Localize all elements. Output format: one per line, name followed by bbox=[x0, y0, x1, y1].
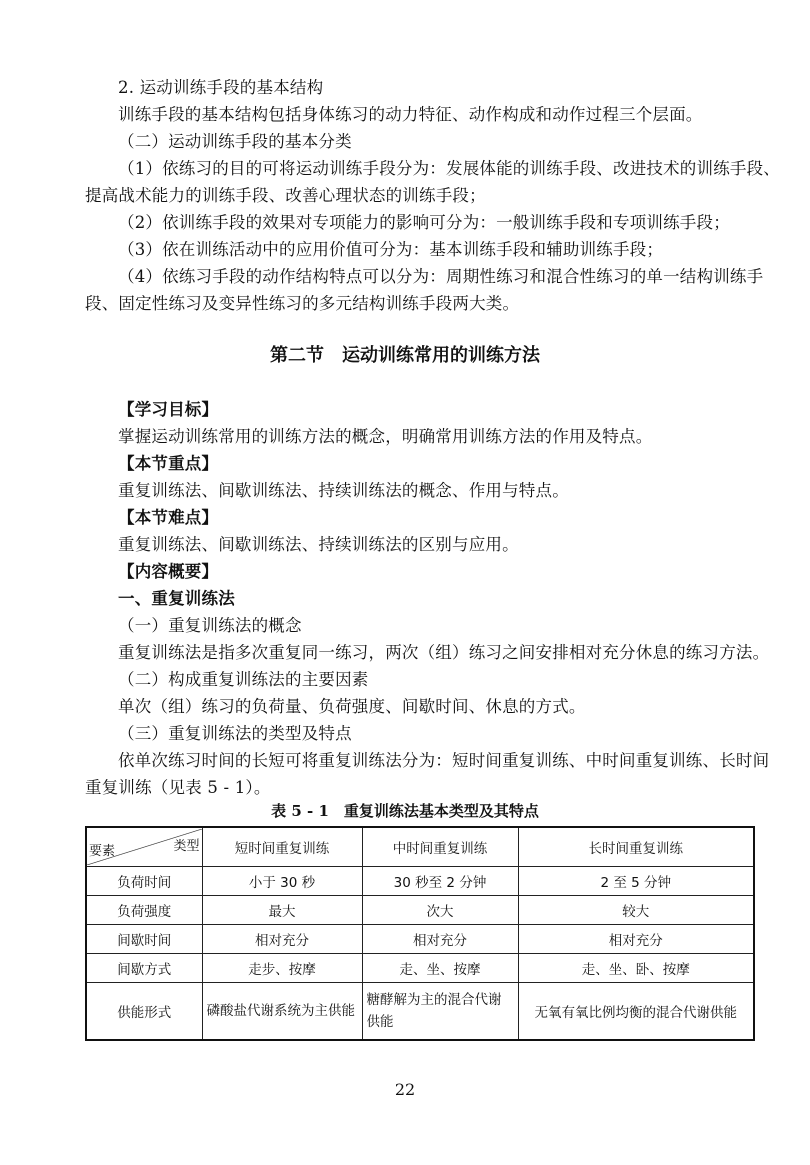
paragraph-line: （4）依练习手段的动作结构特点可以分为：周期性练习和混合性练习的单一结构训练手 bbox=[118, 267, 764, 286]
table-row bbox=[86, 867, 754, 896]
factors-text: 单次（组）练习的负荷量、负荷强度、间歇时间、休息的方式。 bbox=[118, 697, 586, 716]
table-cell: 相对充分 bbox=[362, 925, 518, 954]
key-points-text: 重复训练法、间歇训练法、持续训练法的概念、作用与特点。 bbox=[118, 481, 569, 500]
section-heading-repeat-training: 一、重复训练法 bbox=[118, 589, 235, 608]
table-row bbox=[86, 954, 754, 983]
types-text-cont: 重复训练（见表 5 - 1）。 bbox=[85, 778, 271, 797]
table-cell: 糖酵解为主的混合代谢供能 bbox=[362, 983, 518, 1041]
corner-label-elements: 要素 bbox=[89, 844, 116, 859]
summary-heading: 【内容概要】 bbox=[118, 562, 219, 581]
table-caption: 表 5 - 1 重复训练法基本类型及其特点 bbox=[271, 802, 539, 820]
table-header-row bbox=[86, 827, 754, 867]
key-points-heading: 【本节重点】 bbox=[118, 454, 219, 473]
table-cell: 较大 bbox=[518, 896, 754, 925]
paragraph-line: 提高战术能力的训练手段、改善心理状态的训练手段； bbox=[85, 186, 486, 205]
row-label: 供能形式 bbox=[86, 983, 202, 1041]
row-label: 负荷强度 bbox=[86, 896, 202, 925]
types-text: 依单次练习时间的长短可将重复训练法分为：短时间重复训练、中时间重复训练、长时间 bbox=[118, 751, 770, 770]
paragraph-line: 段、固定性练习及变异性练习的多元结构训练手段两大类。 bbox=[85, 294, 520, 313]
row-label: 间歇时间 bbox=[86, 925, 202, 954]
training-types-table bbox=[85, 826, 755, 1041]
table-cell: 30 秒至 2 分钟 bbox=[362, 867, 518, 896]
table-cell: 走步、按摩 bbox=[202, 954, 362, 983]
paragraph-line: （1）依练习的目的可将运动训练手段分为：发展体能的训练手段、改进技术的训练手段、 bbox=[118, 159, 780, 178]
difficulties-text: 重复训练法、间歇训练法、持续训练法的区别与应用。 bbox=[118, 535, 519, 554]
paragraph-line: 训练手段的基本结构包括身体练习的动力特征、动作构成和动作过程三个层面。 bbox=[118, 105, 703, 124]
table-cell: 次大 bbox=[362, 896, 518, 925]
header-medium: 中时间重复训练 bbox=[362, 827, 518, 867]
table-cell: 走、坐、按摩 bbox=[362, 954, 518, 983]
section-title: 第二节 运动训练常用的训练方法 bbox=[270, 345, 540, 366]
corner-label-types: 类型 bbox=[173, 839, 200, 854]
table-row bbox=[86, 983, 754, 1041]
subheading-structure: 2. 运动训练手段的基本结构 bbox=[118, 78, 324, 97]
subheading-classification: （二）运动训练手段的基本分类 bbox=[118, 132, 352, 151]
learning-goal-text: 掌握运动训练常用的训练方法的概念，明确常用训练方法的作用及特点。 bbox=[118, 427, 653, 446]
table-row bbox=[86, 925, 754, 954]
row-label: 间歇方式 bbox=[86, 954, 202, 983]
table-row bbox=[86, 896, 754, 925]
corner-cell bbox=[86, 827, 202, 867]
table-cell: 最大 bbox=[202, 896, 362, 925]
subheading-factors: （二）构成重复训练法的主要因素 bbox=[118, 670, 369, 689]
header-long: 长时间重复训练 bbox=[518, 827, 754, 867]
table-cell: 相对充分 bbox=[202, 925, 362, 954]
header-short: 短时间重复训练 bbox=[202, 827, 362, 867]
table-cell: 无氧有氧比例均衡的混合代谢供能 bbox=[518, 983, 754, 1041]
row-label: 负荷时间 bbox=[86, 867, 202, 896]
table-cell: 相对充分 bbox=[518, 925, 754, 954]
page-number: 22 bbox=[394, 1080, 416, 1099]
table-cell: 走、坐、卧、按摩 bbox=[518, 954, 754, 983]
concept-text: 重复训练法是指多次重复同一练习，两次（组）练习之间安排相对充分休息的练习方法。 bbox=[118, 643, 770, 662]
difficulties-heading: 【本节难点】 bbox=[118, 508, 219, 527]
learning-goal-heading: 【学习目标】 bbox=[118, 400, 219, 419]
paragraph-line: （3）依在训练活动中的应用价值可分为：基本训练手段和辅助训练手段； bbox=[118, 240, 664, 259]
paragraph-line: （2）依训练手段的效果对专项能力的影响可分为：一般训练手段和专项训练手段； bbox=[118, 213, 730, 232]
subheading-concept: （一）重复训练法的概念 bbox=[118, 616, 302, 635]
table-cell: 磷酸盐代谢系统为主供能 bbox=[202, 983, 362, 1041]
table-cell: 2 至 5 分钟 bbox=[518, 867, 754, 896]
table-cell: 小于 30 秒 bbox=[202, 867, 362, 896]
subheading-types: （三）重复训练法的类型及特点 bbox=[118, 724, 352, 743]
